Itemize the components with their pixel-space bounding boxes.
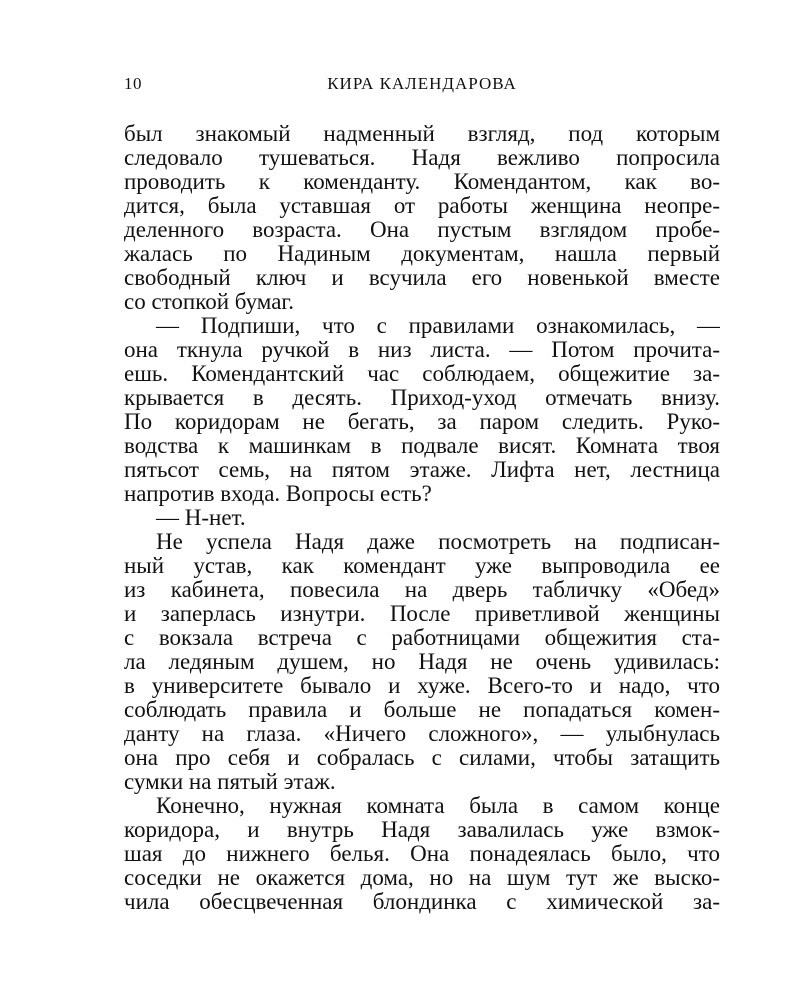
text-line: дится, была уставшая от работы женщина неопре- xyxy=(124,194,720,218)
text-line: — Подпиши, что с правилами ознакомилась, — xyxy=(156,314,720,338)
text-line: был знакомый надменный взгляд, под которым xyxy=(124,122,720,146)
text-line: следовало тушеваться. Надя вежливо попросила xyxy=(124,146,720,170)
text-line: она про себя и собралась с силами, чтобы затащить xyxy=(124,746,720,770)
text-line: чила обесцвеченная блондинка с химической за- xyxy=(124,890,720,914)
text-line: По коридорам не бегать, за паром следить. Руко- xyxy=(124,410,720,434)
text-line: с вокзала встреча с работницами общежития ста- xyxy=(124,626,720,650)
text-line: Конечно, нужная комната была в самом конце xyxy=(156,794,720,818)
text-line: соседки не окажется дома, но на шум тут же выско- xyxy=(124,866,720,890)
text-line: соблюдать правила и больше не попадаться комен- xyxy=(124,698,720,722)
text-line: данту на глаза. «Ничего сложного», — улыбнулась xyxy=(124,722,720,746)
text-line: она ткнула ручкой в низ листа. — Потом прочита- xyxy=(124,338,720,362)
text-line: ла ледяным душем, но Надя не очень удивилась: xyxy=(124,650,720,674)
text-line: коридора, и внутрь Надя завалилась уже взмок- xyxy=(124,818,720,842)
page-number: 10 xyxy=(124,74,142,93)
text-line: свободный ключ и всучила его новенькой вместе xyxy=(124,266,720,290)
text-line: шая до нижнего белья. Она понадеялась было, что xyxy=(124,842,720,866)
text-line: из кабинета, повесила на дверь табличку «Обед» xyxy=(124,578,720,602)
body-text xyxy=(124,122,720,914)
text-line: крывается в десять. Приход-уход отмечать внизу. xyxy=(124,386,720,410)
text-line: ный устав, как комендант уже выпроводила ее xyxy=(124,554,720,578)
text-line: — Н-нет. xyxy=(156,506,246,530)
text-line: сумки на пятый этаж. xyxy=(124,770,336,794)
text-line: деленного возраста. Она пустым взглядом пробе- xyxy=(124,218,720,242)
text-line: напротив входа. Вопросы есть? xyxy=(124,482,432,506)
running-title: КИРА КАЛЕНДАРОВА xyxy=(327,74,517,93)
text-line: в университете бывало и хуже. Всего-то и надо, что xyxy=(124,674,720,698)
text-line: жалась по Надиным документам, нашла первый xyxy=(124,242,720,266)
text-line: Не успела Надя даже посмотреть на подписан- xyxy=(156,530,720,554)
text-line: пятьсот семь, на пятом этаже. Лифта нет, лестница xyxy=(124,458,720,482)
text-line: ешь. Комендантский час соблюдаем, общежитие за- xyxy=(124,362,720,386)
text-line: со стопкой бумаг. xyxy=(124,290,295,314)
running-header xyxy=(124,74,720,102)
text-line: и заперлась изнутри. После приветливой женщины xyxy=(124,602,720,626)
text-line: водства к машинкам в подвале висят. Комната твоя xyxy=(124,434,720,458)
text-line: проводить к коменданту. Комендантом, как во- xyxy=(124,170,720,194)
